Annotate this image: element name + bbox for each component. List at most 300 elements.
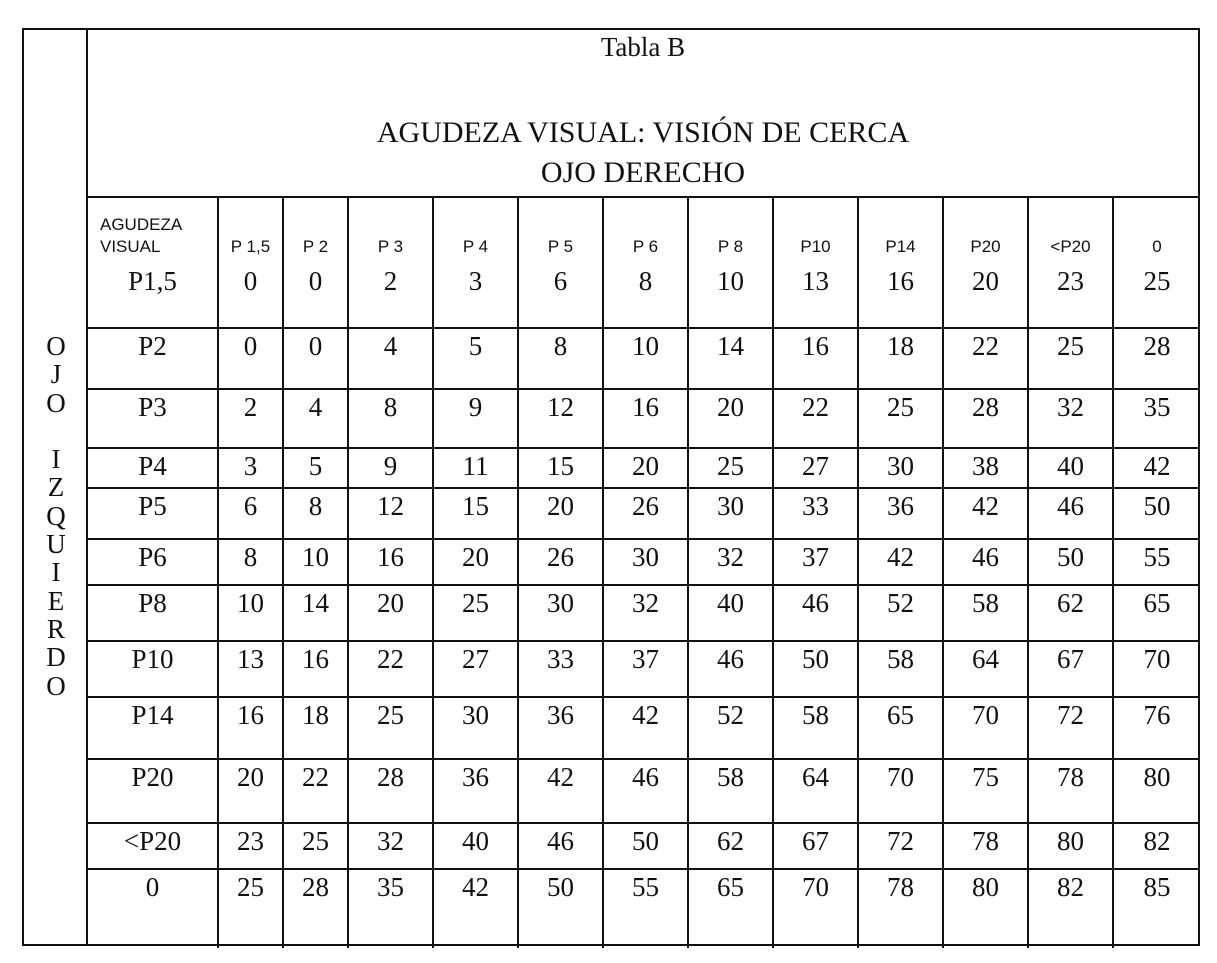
table-row bbox=[88, 823, 1200, 869]
cell-value: 0 bbox=[243, 331, 258, 361]
cell-value: 58 bbox=[717, 762, 744, 792]
column-header: 0 bbox=[1113, 196, 1200, 264]
cell-value: 16 bbox=[887, 266, 914, 296]
table-cell bbox=[218, 539, 283, 585]
table-cell bbox=[603, 328, 688, 389]
table-cell bbox=[858, 869, 943, 948]
table-cell bbox=[773, 585, 858, 641]
cell-value: 62 bbox=[717, 826, 744, 856]
table-cell bbox=[283, 264, 348, 328]
table-cell bbox=[218, 328, 283, 389]
table-cell bbox=[433, 488, 518, 539]
table-cell bbox=[688, 823, 773, 869]
cell-value: 32 bbox=[717, 542, 744, 572]
cell-value: 20 bbox=[237, 762, 264, 792]
cell-value: 40 bbox=[462, 826, 489, 856]
table-cell bbox=[688, 869, 773, 948]
table-title: AGUDEZA VISUAL: VISIÓN DE CERCA bbox=[376, 116, 910, 149]
cell-value: 80 bbox=[1143, 762, 1171, 792]
cell-value: 32 bbox=[632, 588, 659, 618]
cell-value: 35 bbox=[1143, 392, 1171, 422]
table-cell bbox=[348, 641, 433, 697]
cell-value: 50 bbox=[802, 644, 829, 674]
table-cell bbox=[943, 488, 1028, 539]
cell-value: 20 bbox=[972, 266, 999, 296]
table-cell bbox=[858, 448, 943, 488]
cell-value: 30 bbox=[717, 491, 744, 521]
row-label-cell bbox=[88, 488, 218, 539]
table-cell bbox=[858, 264, 943, 328]
table-cell bbox=[858, 539, 943, 585]
row-label: P1,5 bbox=[128, 266, 177, 296]
cell-value: 30 bbox=[462, 700, 489, 730]
row-label-cell bbox=[88, 389, 218, 448]
cell-value: 36 bbox=[547, 700, 574, 730]
table-cell bbox=[688, 641, 773, 697]
cell-value: 36 bbox=[462, 762, 489, 792]
cell-value: 10 bbox=[302, 542, 329, 572]
table-cell bbox=[283, 539, 348, 585]
cell-value: 52 bbox=[887, 588, 914, 618]
cell-value: 50 bbox=[1143, 491, 1171, 521]
table-cell bbox=[603, 585, 688, 641]
cell-value: 20 bbox=[547, 491, 574, 521]
row-label-cell bbox=[88, 641, 218, 697]
table-cell bbox=[943, 641, 1028, 697]
cell-value: 30 bbox=[887, 451, 914, 481]
table-row bbox=[88, 264, 1200, 328]
table-cell bbox=[348, 823, 433, 869]
table-cell bbox=[1113, 585, 1200, 641]
table-cell bbox=[1113, 759, 1200, 823]
table-cell bbox=[858, 328, 943, 389]
cell-value: 5 bbox=[308, 451, 323, 481]
row-label: P20 bbox=[131, 762, 174, 792]
cell-value: 64 bbox=[802, 762, 829, 792]
cell-value: 16 bbox=[302, 644, 329, 674]
table-cell bbox=[773, 697, 858, 759]
table-cell bbox=[773, 869, 858, 948]
table-cell bbox=[858, 488, 943, 539]
cell-value: 20 bbox=[717, 392, 744, 422]
cell-value: 42 bbox=[462, 872, 489, 902]
cell-value: 78 bbox=[887, 872, 914, 902]
cell-value: 40 bbox=[717, 588, 744, 618]
column-header: P10 bbox=[773, 196, 858, 264]
cell-value: 10 bbox=[717, 266, 744, 296]
row-label-cell bbox=[88, 539, 218, 585]
cell-value: 22 bbox=[802, 392, 829, 422]
cell-value: 72 bbox=[1057, 700, 1084, 730]
table-cell bbox=[1113, 264, 1200, 328]
table-cell bbox=[433, 264, 518, 328]
cell-value: 80 bbox=[1057, 826, 1084, 856]
table-cell bbox=[943, 585, 1028, 641]
cell-value: 13 bbox=[237, 644, 264, 674]
cell-value: 6 bbox=[553, 266, 568, 296]
cell-value: 76 bbox=[1143, 700, 1171, 730]
cell-value: 16 bbox=[632, 392, 659, 422]
table-frame bbox=[22, 28, 1200, 946]
table-cell bbox=[943, 264, 1028, 328]
cell-value: 52 bbox=[717, 700, 744, 730]
cell-value: 16 bbox=[377, 542, 404, 572]
cell-value: 42 bbox=[632, 700, 659, 730]
table-row bbox=[88, 539, 1200, 585]
cell-value: 78 bbox=[1057, 762, 1084, 792]
cell-value: 46 bbox=[802, 588, 829, 618]
cell-value: 8 bbox=[553, 331, 568, 361]
cell-value: 0 bbox=[243, 266, 258, 296]
table-cell bbox=[773, 389, 858, 448]
table-cell bbox=[688, 264, 773, 328]
row-label-cell bbox=[88, 585, 218, 641]
cell-value: 58 bbox=[972, 588, 999, 618]
table-cell bbox=[858, 641, 943, 697]
table-cell bbox=[688, 328, 773, 389]
table-cell bbox=[603, 823, 688, 869]
cell-value: 67 bbox=[802, 826, 829, 856]
table-cell bbox=[943, 869, 1028, 948]
cell-value: 65 bbox=[887, 700, 914, 730]
table-cell bbox=[603, 641, 688, 697]
cell-value: 10 bbox=[237, 588, 264, 618]
cell-value: 55 bbox=[1143, 542, 1171, 572]
row-label-cell bbox=[88, 328, 218, 389]
table-cell bbox=[603, 264, 688, 328]
table-cell bbox=[1113, 488, 1200, 539]
table-cell bbox=[1113, 539, 1200, 585]
table-cell bbox=[433, 697, 518, 759]
table-cell bbox=[433, 823, 518, 869]
cell-value: 46 bbox=[972, 542, 999, 572]
table-cell bbox=[518, 328, 603, 389]
cell-value: 25 bbox=[302, 826, 329, 856]
cell-value: 4 bbox=[383, 331, 398, 361]
table-cell bbox=[283, 328, 348, 389]
table-cell bbox=[283, 759, 348, 823]
cell-value: 46 bbox=[632, 762, 659, 792]
table-cell bbox=[1113, 328, 1200, 389]
table-cell bbox=[218, 488, 283, 539]
table-cell bbox=[1028, 448, 1113, 488]
column-header: P 2 bbox=[283, 196, 348, 264]
table-cell bbox=[603, 869, 688, 948]
row-label-cell bbox=[88, 448, 218, 488]
cell-value: 46 bbox=[717, 644, 744, 674]
table-cell bbox=[603, 697, 688, 759]
cell-value: 6 bbox=[243, 491, 258, 521]
cell-value: 14 bbox=[717, 331, 744, 361]
left-eye-column bbox=[24, 30, 88, 944]
cell-value: 36 bbox=[887, 491, 914, 521]
cell-value: 3 bbox=[468, 266, 483, 296]
cell-value: 33 bbox=[547, 644, 574, 674]
column-header: P 5 bbox=[518, 196, 603, 264]
table-cell bbox=[1028, 697, 1113, 759]
table-cell bbox=[433, 328, 518, 389]
table-cell bbox=[348, 759, 433, 823]
table-cell bbox=[1113, 641, 1200, 697]
table-cell bbox=[433, 641, 518, 697]
row-label: P14 bbox=[131, 700, 174, 730]
cell-value: 15 bbox=[462, 491, 489, 521]
table-cell bbox=[943, 823, 1028, 869]
table-cell bbox=[688, 488, 773, 539]
table-cell bbox=[518, 488, 603, 539]
cell-value: 28 bbox=[377, 762, 404, 792]
table-cell bbox=[858, 759, 943, 823]
cell-value: 12 bbox=[377, 491, 404, 521]
cell-value: 2 bbox=[243, 392, 258, 422]
table-cell bbox=[433, 448, 518, 488]
row-label: 0 bbox=[145, 872, 160, 902]
cell-value: 40 bbox=[1057, 451, 1084, 481]
table-row bbox=[88, 585, 1200, 641]
table-cell bbox=[283, 641, 348, 697]
table-cell bbox=[348, 448, 433, 488]
table-cell bbox=[348, 585, 433, 641]
cell-value: 58 bbox=[887, 644, 914, 674]
column-header: <P20 bbox=[1028, 196, 1113, 264]
table-cell bbox=[773, 823, 858, 869]
cell-value: 85 bbox=[1143, 872, 1171, 902]
table-cell bbox=[348, 869, 433, 948]
table-cell bbox=[1113, 823, 1200, 869]
table-cell bbox=[218, 823, 283, 869]
cell-value: 50 bbox=[632, 826, 659, 856]
column-header: P 8 bbox=[688, 196, 773, 264]
table-cell bbox=[283, 823, 348, 869]
cell-value: 32 bbox=[377, 826, 404, 856]
cell-value: 25 bbox=[717, 451, 744, 481]
table-cell bbox=[943, 697, 1028, 759]
cell-value: 70 bbox=[887, 762, 914, 792]
table-cell bbox=[518, 697, 603, 759]
cell-value: 70 bbox=[802, 872, 829, 902]
cell-value: 15 bbox=[547, 451, 574, 481]
table-cell bbox=[943, 759, 1028, 823]
cell-value: 22 bbox=[377, 644, 404, 674]
table-cell bbox=[283, 448, 348, 488]
table-cell bbox=[518, 448, 603, 488]
cell-value: 35 bbox=[377, 872, 404, 902]
table-cell bbox=[603, 448, 688, 488]
row-label: P6 bbox=[138, 542, 167, 572]
cell-value: 11 bbox=[462, 451, 489, 481]
table-row bbox=[88, 869, 1200, 948]
cell-value: 33 bbox=[802, 491, 829, 521]
row-label: P2 bbox=[138, 331, 167, 361]
table-cell bbox=[348, 488, 433, 539]
cell-value: 65 bbox=[717, 872, 744, 902]
table-cell bbox=[518, 585, 603, 641]
cell-value: 58 bbox=[802, 700, 829, 730]
cell-value: 16 bbox=[802, 331, 829, 361]
table-cell bbox=[433, 869, 518, 948]
table-cell bbox=[518, 641, 603, 697]
cell-value: 8 bbox=[638, 266, 653, 296]
table-cell bbox=[943, 389, 1028, 448]
cell-value: 70 bbox=[972, 700, 999, 730]
table-cell bbox=[518, 264, 603, 328]
table-cell bbox=[773, 641, 858, 697]
cell-value: 2 bbox=[383, 266, 398, 296]
table-cell bbox=[518, 539, 603, 585]
cell-value: 28 bbox=[302, 872, 329, 902]
cell-value: 42 bbox=[1143, 451, 1171, 481]
table-cell bbox=[348, 264, 433, 328]
table-cell bbox=[218, 585, 283, 641]
cell-value: 9 bbox=[383, 451, 398, 481]
cell-value: 78 bbox=[972, 826, 999, 856]
table-subtitle: OJO DERECHO bbox=[540, 156, 746, 189]
cell-value: 26 bbox=[547, 542, 574, 572]
row-label: P4 bbox=[138, 451, 167, 481]
table-cell bbox=[283, 697, 348, 759]
cell-value: 16 bbox=[237, 700, 264, 730]
table-cell bbox=[283, 389, 348, 448]
table-cell bbox=[688, 585, 773, 641]
cell-value: 20 bbox=[632, 451, 659, 481]
table-cell bbox=[773, 448, 858, 488]
row-label: P5 bbox=[138, 491, 167, 521]
table-cell bbox=[518, 389, 603, 448]
table-cell bbox=[218, 759, 283, 823]
cell-value: 38 bbox=[972, 451, 999, 481]
table-cell bbox=[283, 488, 348, 539]
table-cell bbox=[218, 641, 283, 697]
table-cell bbox=[218, 869, 283, 948]
table-cell bbox=[603, 539, 688, 585]
cell-value: 4 bbox=[308, 392, 323, 422]
cell-value: 30 bbox=[632, 542, 659, 572]
table-row bbox=[88, 328, 1200, 389]
cell-value: 9 bbox=[468, 392, 483, 422]
table-cell bbox=[1028, 641, 1113, 697]
cell-value: 22 bbox=[302, 762, 329, 792]
cell-value: 64 bbox=[972, 644, 999, 674]
table-cell bbox=[518, 869, 603, 948]
table-cell bbox=[1028, 488, 1113, 539]
cell-value: 42 bbox=[887, 542, 914, 572]
cell-value: 20 bbox=[377, 588, 404, 618]
cell-value: 0 bbox=[308, 331, 323, 361]
table-cell bbox=[1028, 539, 1113, 585]
table-cell bbox=[348, 697, 433, 759]
table-cell bbox=[433, 539, 518, 585]
table-cell bbox=[433, 389, 518, 448]
table-number: Tabla B bbox=[600, 32, 686, 62]
cell-value: 10 bbox=[632, 331, 659, 361]
cell-value: 37 bbox=[802, 542, 829, 572]
cell-value: 46 bbox=[547, 826, 574, 856]
table-cell bbox=[688, 697, 773, 759]
cell-value: 62 bbox=[1057, 588, 1084, 618]
table-cell bbox=[348, 389, 433, 448]
table-cell bbox=[1113, 389, 1200, 448]
table-cell bbox=[773, 264, 858, 328]
table-cell bbox=[218, 264, 283, 328]
cell-value: 25 bbox=[1057, 331, 1084, 361]
cell-value: 75 bbox=[972, 762, 999, 792]
cell-value: 25 bbox=[887, 392, 914, 422]
cell-value: 26 bbox=[632, 491, 659, 521]
cell-value: 67 bbox=[1057, 644, 1084, 674]
cell-value: 50 bbox=[1057, 542, 1084, 572]
row-label-cell bbox=[88, 264, 218, 328]
cell-value: 5 bbox=[468, 331, 483, 361]
cell-value: 3 bbox=[243, 451, 258, 481]
table-row bbox=[88, 759, 1200, 823]
cell-value: 8 bbox=[243, 542, 258, 572]
table-cell bbox=[773, 488, 858, 539]
cell-value: 22 bbox=[972, 331, 999, 361]
table-cell bbox=[518, 823, 603, 869]
table-cell bbox=[1113, 697, 1200, 759]
table-cell bbox=[348, 328, 433, 389]
table-cell bbox=[1028, 585, 1113, 641]
table-cell bbox=[603, 389, 688, 448]
table-cell bbox=[773, 539, 858, 585]
table-cell bbox=[688, 539, 773, 585]
row-label: <P20 bbox=[123, 826, 182, 856]
table-cell bbox=[1028, 264, 1113, 328]
table-cell bbox=[1028, 869, 1113, 948]
table-cell bbox=[943, 448, 1028, 488]
cell-value: 18 bbox=[302, 700, 329, 730]
row-label-cell bbox=[88, 759, 218, 823]
table-cell bbox=[688, 389, 773, 448]
cell-value: 82 bbox=[1143, 826, 1171, 856]
table-cell bbox=[773, 328, 858, 389]
table-cell bbox=[218, 448, 283, 488]
cell-value: 82 bbox=[1057, 872, 1084, 902]
table-cell bbox=[518, 759, 603, 823]
corner-header-cell: AGUDEZA VISUAL bbox=[88, 196, 218, 264]
table-cell bbox=[1028, 759, 1113, 823]
cell-value: 70 bbox=[1143, 644, 1171, 674]
column-header: P 6 bbox=[603, 196, 688, 264]
cell-value: 46 bbox=[1057, 491, 1084, 521]
table-row bbox=[88, 641, 1200, 697]
column-header: P20 bbox=[943, 196, 1028, 264]
cell-value: 13 bbox=[802, 266, 829, 296]
cell-value: 25 bbox=[237, 872, 264, 902]
cell-value: 8 bbox=[383, 392, 398, 422]
cell-value: 55 bbox=[632, 872, 659, 902]
cell-value: 72 bbox=[887, 826, 914, 856]
cell-value: 42 bbox=[547, 762, 574, 792]
column-header-row bbox=[88, 196, 1200, 264]
table-cell bbox=[688, 759, 773, 823]
table-cell bbox=[858, 585, 943, 641]
row-label-cell bbox=[88, 823, 218, 869]
cell-value: 65 bbox=[1143, 588, 1171, 618]
table-row bbox=[88, 448, 1200, 488]
table-cell bbox=[688, 448, 773, 488]
table-row bbox=[88, 697, 1200, 759]
cell-value: 25 bbox=[462, 588, 489, 618]
table-row bbox=[88, 488, 1200, 539]
cell-value: 80 bbox=[972, 872, 999, 902]
cell-value: 28 bbox=[1143, 331, 1171, 361]
cell-value: 18 bbox=[887, 331, 914, 361]
cell-value: 23 bbox=[1057, 266, 1084, 296]
table-cell bbox=[1113, 448, 1200, 488]
table-cell bbox=[943, 328, 1028, 389]
cell-value: 27 bbox=[462, 644, 489, 674]
